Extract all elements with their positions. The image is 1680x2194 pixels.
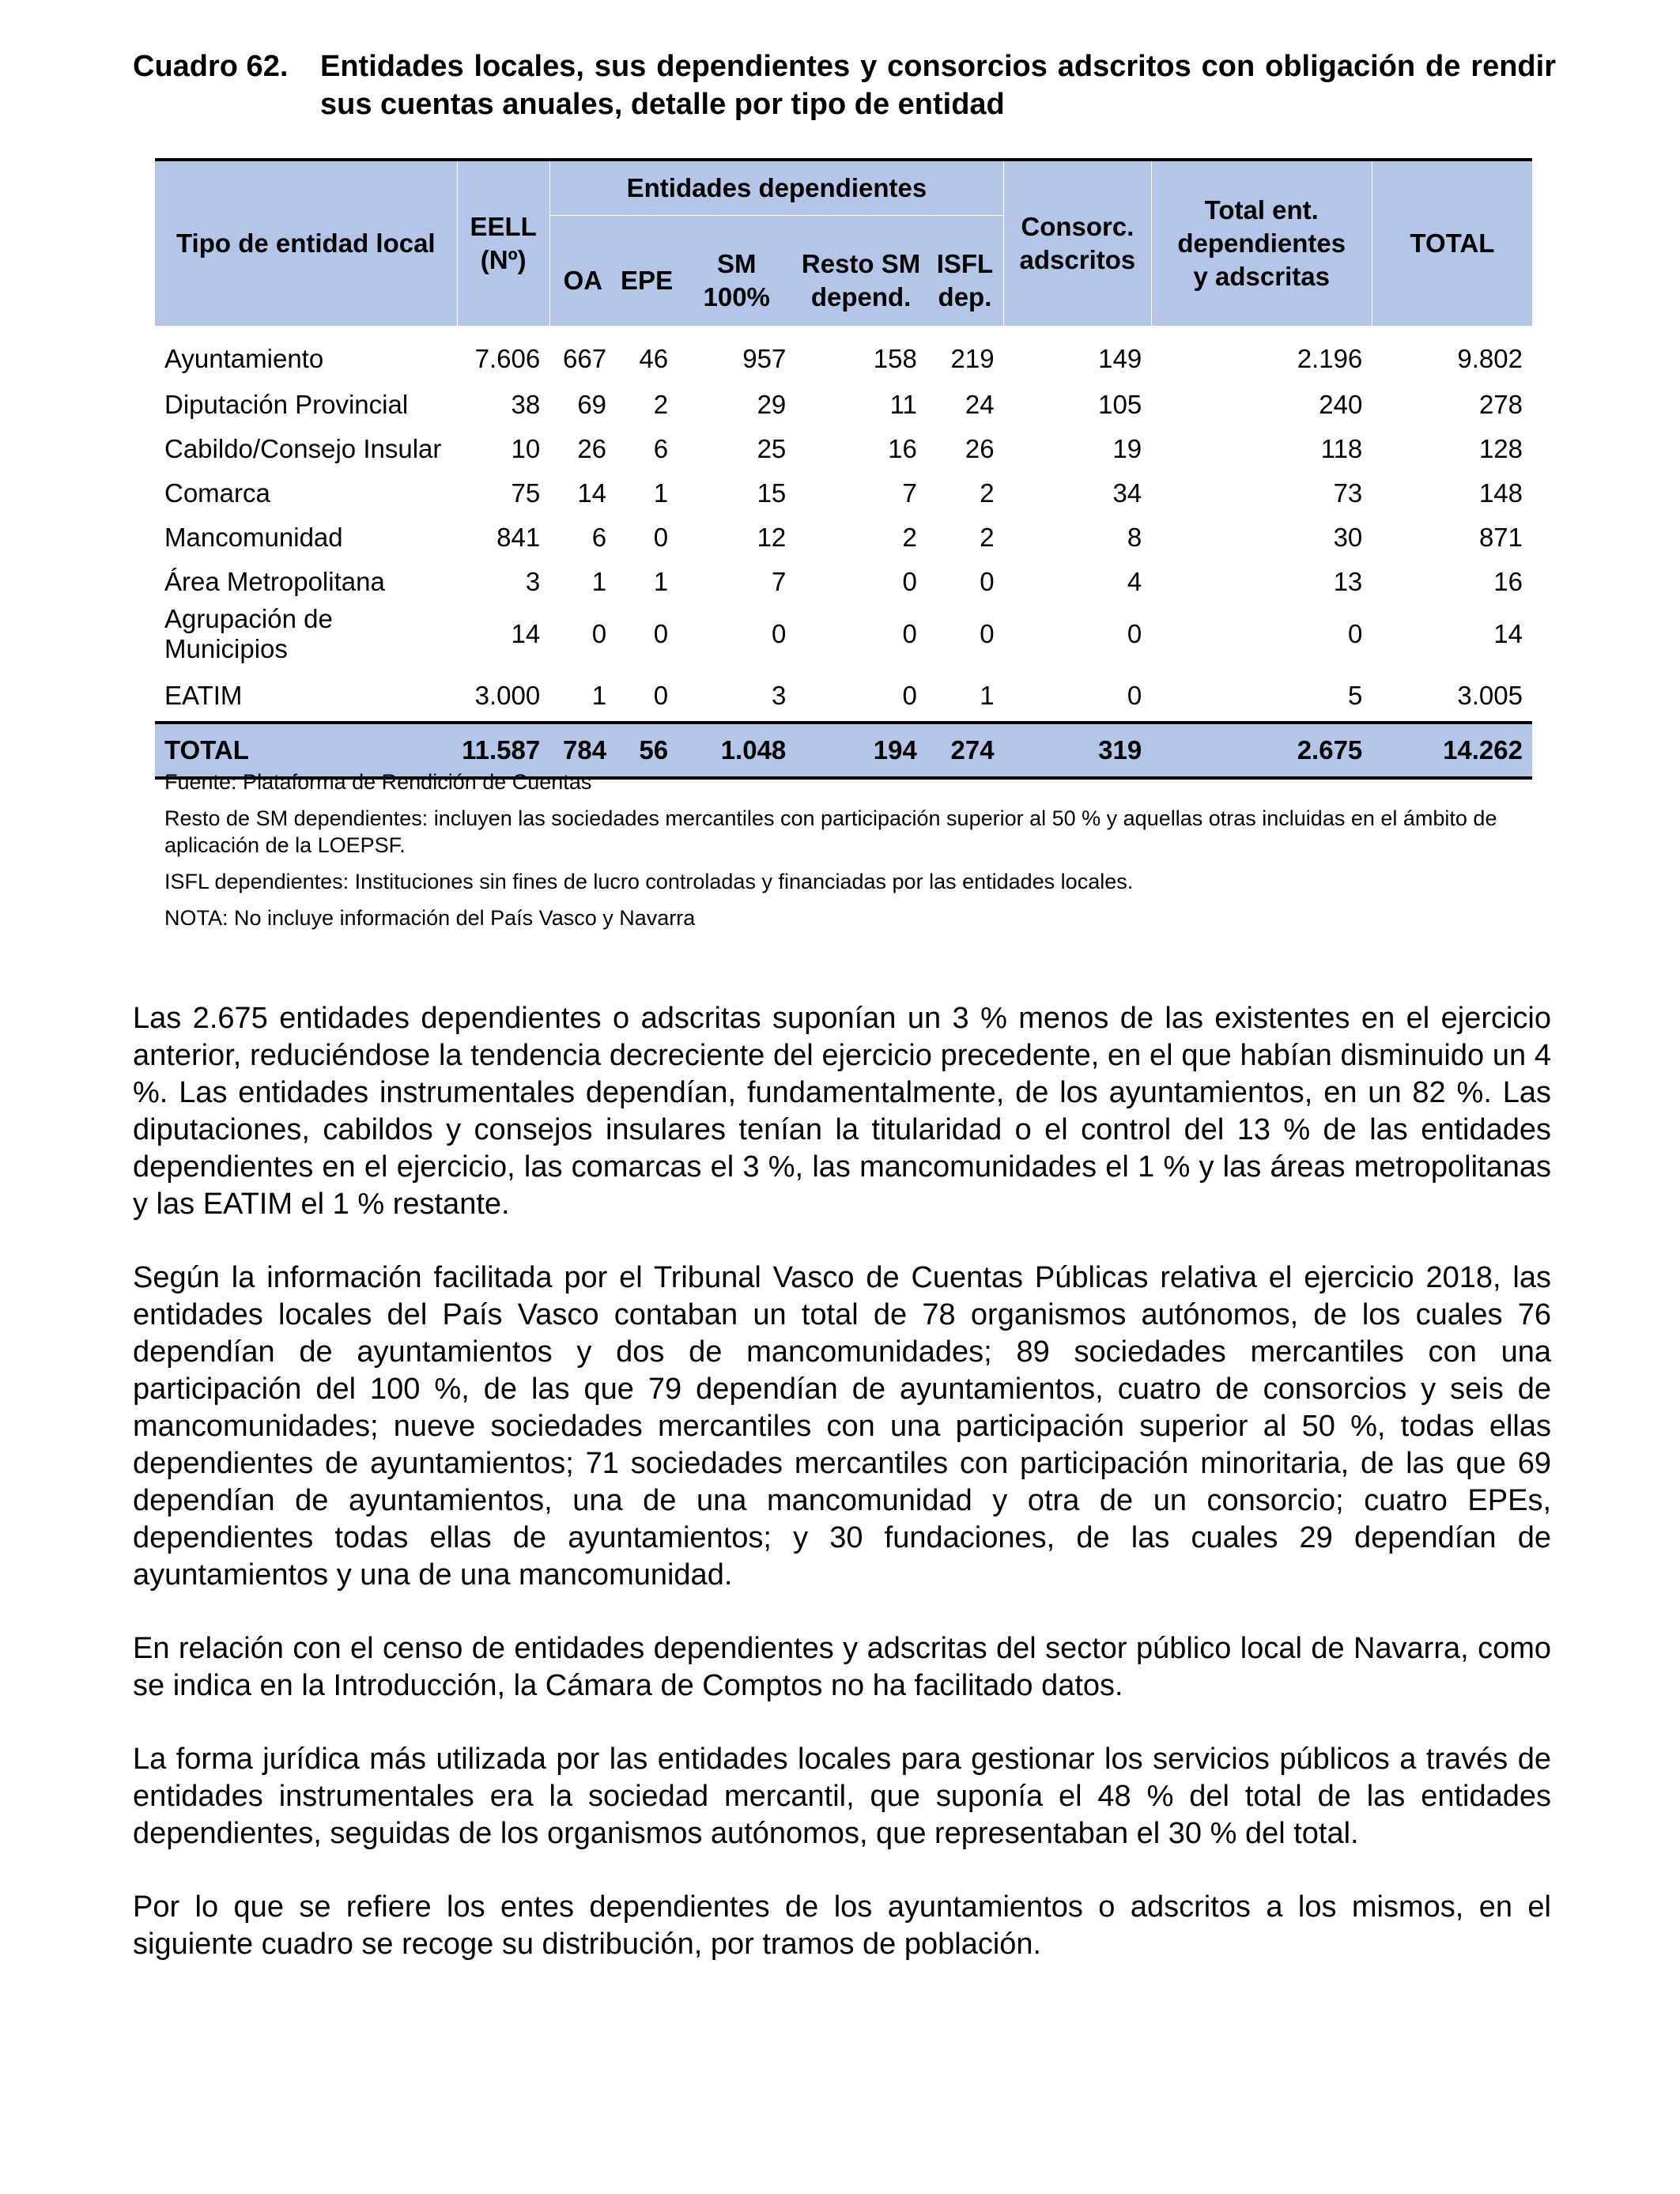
- entities-table: [155, 158, 1532, 780]
- cell-epe: 6: [653, 434, 669, 463]
- row-name: Diputación Provincial: [164, 390, 409, 419]
- table-body: [155, 326, 1532, 778]
- cell-isfl: 24: [965, 390, 995, 419]
- cell-eell: 10: [511, 434, 541, 463]
- cell-isfl: 2: [980, 478, 995, 508]
- header-isfl: ISFL dep.: [927, 215, 1004, 326]
- table-row: [155, 515, 1532, 560]
- cell-oa: 6: [591, 523, 607, 552]
- cell-consorcios: 319: [1004, 723, 1152, 778]
- table-row: [155, 383, 1532, 427]
- header-oa: OA: [549, 215, 616, 326]
- cell-total: 3.005: [1457, 681, 1523, 710]
- cell-epe: 1: [653, 478, 669, 508]
- cell-total-entidades: 30: [1333, 523, 1363, 552]
- cell-eell: 7.606: [474, 344, 541, 373]
- row-name: Mancomunidad: [164, 523, 343, 552]
- cell-total: 871: [1478, 523, 1523, 552]
- cell-total-entidades: 2.675: [1151, 723, 1372, 778]
- cell-resto-sm: 0: [902, 681, 917, 710]
- header-consorcios: Consorc. adscritos: [1004, 160, 1152, 326]
- cell-eell: 841: [496, 523, 541, 552]
- cell-consorcios: 19: [1112, 434, 1142, 463]
- cell-sm100: 25: [757, 434, 787, 463]
- cell-oa: 14: [577, 478, 607, 508]
- cell-isfl: 0: [980, 567, 995, 596]
- cell-total-entidades: 240: [1319, 390, 1363, 419]
- cell-consorcios: 34: [1112, 478, 1142, 508]
- cell-epe: 1: [653, 567, 669, 596]
- caption-number: Cuadro 62.: [133, 50, 289, 83]
- cell-total-entidades: 73: [1333, 478, 1363, 508]
- cell-resto-sm: 158: [873, 344, 917, 373]
- table-row: [155, 471, 1532, 515]
- cell-eell: 75: [511, 478, 541, 508]
- header-entidades-dependientes: Entidades dependientes: [549, 160, 1003, 215]
- row-name: Ayuntamiento: [164, 344, 324, 373]
- cell-sm100: 7: [771, 567, 787, 596]
- cell-oa: 26: [577, 434, 607, 463]
- table-row: [155, 664, 1532, 723]
- table-row: [155, 604, 1532, 664]
- cell-total-entidades: 13: [1333, 567, 1363, 596]
- table-row: [155, 427, 1532, 471]
- cell-sm100: 1.048: [678, 723, 795, 778]
- cell-total: 128: [1478, 434, 1523, 463]
- paragraph: Según la información facilitada por el Tribunal Vasco de Cuentas Públicas relativa el ejercicio 2018, las entidades locales del País Vasco contaban un total de 78 organismos autónomos, de los cuales 76 dependían de ayuntamientos y dos de mancomunidades; 89 sociedades mercantiles con una participación del 100 %, de las que 79 dependían de ayuntamientos, cuatro de consorcios y seis de mancomunidades; nueve sociedades mercantiles con una participación superior al 50 %, todas ellas dependientes de ayuntamientos; 71 sociedades mercantiles con participación minoritaria, de las que 69 dependían de ayuntamientos, una de una mancomunidad y otra de un consorcio; cuatro EPEs, dependientes todas ellas de ayuntamientos; y 30 fundaciones, de las cuales 29 dependían de ayuntamientos y una de una mancomunidad.: [133, 1261, 1551, 1592]
- cell-oa: 784: [549, 723, 616, 778]
- cell-epe: 56: [616, 723, 678, 778]
- paragraph: Por lo que se refiere los entes dependientes de los ayuntamientos o adscritos a los mismos, en el siguiente cuadro se recoge su distribución, por tramos de población.: [133, 1890, 1551, 1961]
- cell-epe: 0: [653, 619, 669, 648]
- row-name: Área Metropolitana: [164, 567, 385, 596]
- body-text: [133, 1000, 1551, 2000]
- cell-resto-sm: 2: [902, 523, 917, 552]
- header-sm100: SM 100%: [678, 215, 795, 326]
- cell-total: 14: [1493, 619, 1523, 648]
- cell-consorcios: 4: [1127, 567, 1142, 596]
- row-name: Comarca: [164, 478, 270, 508]
- cell-total-entidades: 2.196: [1297, 344, 1363, 373]
- cell-isfl: 0: [980, 619, 995, 648]
- cell-eell: 3: [525, 567, 541, 596]
- cell-oa: 667: [562, 344, 607, 373]
- cell-total: 16: [1493, 567, 1523, 596]
- cell-sm100: 15: [757, 478, 787, 508]
- table-header: [155, 160, 1532, 326]
- cell-epe: 46: [639, 344, 669, 373]
- header-epe: EPE: [616, 215, 678, 326]
- cell-oa: 1: [591, 681, 607, 710]
- cell-total: 148: [1478, 478, 1523, 508]
- cell-isfl: 219: [950, 344, 995, 373]
- cell-sm100: 3: [771, 681, 787, 710]
- cell-resto-sm: 194: [795, 723, 927, 778]
- cell-total: 14.262: [1372, 723, 1532, 778]
- cell-total-entidades: 118: [1320, 434, 1363, 463]
- header-total-entidades: Total ent. dependientes y adscritas: [1151, 160, 1372, 326]
- cell-sm100: 29: [757, 390, 787, 419]
- cell-total-entidades: 5: [1347, 681, 1363, 710]
- cell-oa: 1: [591, 567, 607, 596]
- header-tipo: Tipo de entidad local: [155, 160, 457, 326]
- row-name: TOTAL: [155, 723, 457, 778]
- cell-sm100: 957: [742, 344, 787, 373]
- row-name: EATIM: [164, 681, 243, 710]
- cell-isfl: 274: [927, 723, 1004, 778]
- cell-consorcios: 0: [1127, 681, 1142, 710]
- cell-eell: 3.000: [474, 681, 541, 710]
- note-nota: NOTA: No incluye información del País Vasco y Navarra: [164, 906, 696, 930]
- caption-title: Entidades locales, sus dependientes y consorcios adscritos con obligación de rendir sus cuentas anuales, detalle por tipo de entidad: [320, 50, 1556, 121]
- cell-sm100: 12: [757, 523, 787, 552]
- row-name: Cabildo/Consejo Insular: [164, 434, 442, 463]
- cell-consorcios: 149: [1098, 344, 1142, 373]
- cell-resto-sm: 7: [902, 478, 917, 508]
- cell-consorcios: 0: [1127, 619, 1142, 648]
- cell-total: 9.802: [1457, 344, 1523, 373]
- cell-resto-sm: 16: [888, 434, 917, 463]
- table-notes: [164, 768, 1524, 941]
- cell-isfl: 2: [980, 523, 995, 552]
- cell-sm100: 0: [771, 619, 787, 648]
- table-row: [155, 560, 1532, 604]
- note-source: Fuente: Plataforma de Rendición de Cuentas: [164, 770, 592, 794]
- cell-consorcios: 8: [1127, 523, 1142, 552]
- note-resto-sm: Resto de SM dependientes: incluyen las sociedades mercantiles con participación superior al 50 % y aquellas otras incluidas en el ámbito de aplicación de la LOEPSF.: [164, 806, 1497, 857]
- paragraph: En relación con el censo de entidades dependientes y adscritas del sector público local de Navarra, como se indica en la Introducción, la Cámara de Comptos no ha facilitado datos.: [133, 1632, 1551, 1702]
- cell-total-entidades: 0: [1347, 619, 1363, 648]
- cell-isfl: 1: [980, 681, 995, 710]
- header-total: TOTAL: [1372, 160, 1532, 326]
- cell-resto-sm: 11: [889, 390, 917, 419]
- row-name: Agrupación de Municipios: [164, 604, 333, 663]
- cell-total: 278: [1478, 390, 1523, 419]
- header-eell: EELL (Nº): [457, 160, 549, 326]
- cell-epe: 0: [653, 681, 669, 710]
- cell-resto-sm: 0: [902, 619, 917, 648]
- cell-eell: 14: [511, 619, 541, 648]
- cell-resto-sm: 0: [902, 567, 917, 596]
- cell-epe: 0: [653, 523, 669, 552]
- paragraph: La forma jurídica más utilizada por las entidades locales para gestionar los servicios públicos a través de entidades instrumentales era la sociedad mercantil, que suponía el 48 % del total de las entidades dependientes, seguidas de los organismos autónomos, que representaban el 30 % del total.: [133, 1743, 1551, 1850]
- paragraph: Las 2.675 entidades dependientes o adscritas suponían un 3 % menos de las existentes en el ejercicio anterior, reduciéndose la tendencia decreciente del ejercicio precedente, en el que habían disminuido un 4 %. Las entidades instrumentales dependían, fundamentalmente, de los ayuntamientos, en un 82 %. Las diputaciones, cabildos y consejos insulares tenían la titularidad o el control del 13 % de las entidades dependientes en el ejercicio, las comarcas el 3 %, las mancomunidades el 1 % y las áreas metropolitanas y las EATIM el 1 % restante.: [133, 1002, 1551, 1221]
- header-resto-sm: Resto SM depend.: [795, 215, 927, 326]
- cell-oa: 0: [591, 619, 607, 648]
- table-row: [155, 326, 1532, 383]
- note-isfl: ISFL dependientes: Instituciones sin fines de lucro controladas y financiadas por las entidades locales.: [164, 870, 1134, 893]
- cell-consorcios: 105: [1098, 390, 1142, 419]
- cell-oa: 69: [577, 390, 607, 419]
- cell-isfl: 26: [965, 434, 995, 463]
- cell-epe: 2: [653, 390, 669, 419]
- cell-eell: 11.587: [457, 723, 549, 778]
- cell-eell: 38: [511, 390, 541, 419]
